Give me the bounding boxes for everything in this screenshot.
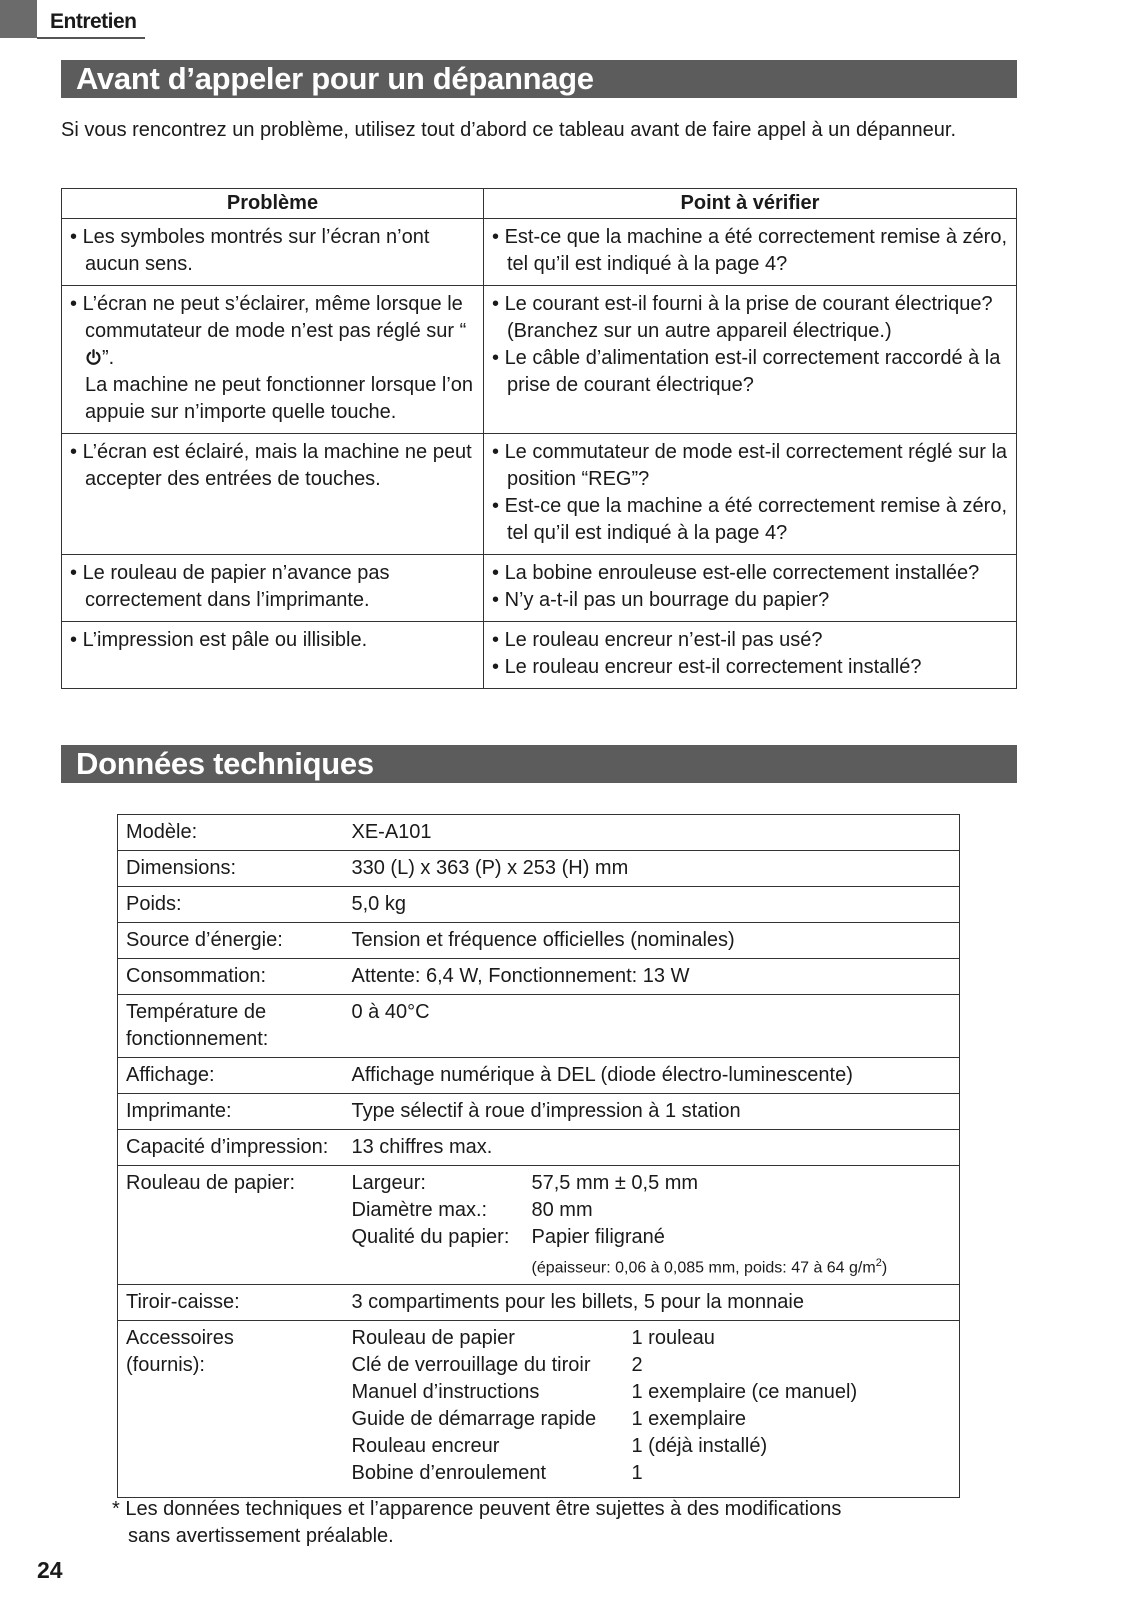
accessory-name: Manuel d’instructions xyxy=(351,1381,540,1404)
table-row xyxy=(62,286,1017,434)
footnote xyxy=(112,1496,972,1550)
spec-row xyxy=(118,995,960,1058)
spec-row xyxy=(118,1285,960,1321)
accessory-name: Rouleau encreur xyxy=(351,1435,500,1458)
table-row xyxy=(62,622,1017,689)
paper-spec-key: Largeur: xyxy=(351,1172,426,1194)
spec-value: 5,0 kg xyxy=(344,887,960,923)
problem-text: • L’impression est pâle ou illisible. xyxy=(70,627,475,654)
accessory-name: Clé de verrouillage du tiroir xyxy=(351,1354,591,1377)
troubleshooting-table xyxy=(61,188,1017,689)
paper-spec-list xyxy=(352,1170,952,1251)
power-icon xyxy=(85,349,102,366)
spec-label: Rouleau de papier: xyxy=(118,1166,344,1285)
spec-value xyxy=(344,1321,960,1498)
spec-row xyxy=(118,887,960,923)
footnote-line-2: sans avertissement préalable. xyxy=(128,1525,394,1547)
spec-label: Capacité d’impression: xyxy=(118,1130,344,1166)
table-row xyxy=(62,219,1017,286)
problem-cell xyxy=(62,622,484,689)
problem-cell xyxy=(62,286,484,434)
specs-heading: Données techniques xyxy=(61,745,1017,783)
accessory-qty: 1 exemplaire xyxy=(631,1408,747,1431)
paper-spec-key: Qualité du papier: xyxy=(351,1226,510,1248)
column-header-problem: Problème xyxy=(62,189,484,219)
check-cell xyxy=(484,555,1017,622)
spec-row xyxy=(118,1094,960,1130)
paper-spec-value: 80 mm xyxy=(531,1199,593,1221)
spec-value xyxy=(344,1166,960,1285)
spec-row-paper xyxy=(118,1166,960,1285)
check-text: • Le courant est-il fourni à la prise de courant électrique? (Branchez sur un autre appareil électrique.) xyxy=(492,291,1008,345)
problem-text-end: ”. xyxy=(102,347,115,369)
spec-row xyxy=(118,1058,960,1094)
check-text: • Est-ce que la machine a été correctement remise à zéro, tel qu’il est indiqué à la page 4? xyxy=(492,224,1008,278)
accessory-qty: 1 rouleau xyxy=(631,1327,715,1350)
spec-value: XE-A101 xyxy=(344,815,960,851)
spec-row xyxy=(118,959,960,995)
accessory-name: Guide de démarrage rapide xyxy=(351,1408,597,1431)
accessory-qty: 1 xyxy=(631,1462,643,1485)
spec-value: 0 à 40°C xyxy=(344,995,960,1058)
check-cell xyxy=(484,434,1017,555)
check-cell xyxy=(484,286,1017,434)
accessories-list xyxy=(352,1325,952,1487)
accessory-qty: 1 exemplaire (ce manuel) xyxy=(631,1381,858,1404)
paper-spec-value: 57,5 mm ± 0,5 mm xyxy=(531,1172,699,1194)
paper-note xyxy=(352,1251,952,1280)
paper-note-text: (épaisseur: 0,06 à 0,085 mm, poids: 47 à 64 g/m xyxy=(531,1259,876,1277)
section-tab: Entretien xyxy=(50,10,137,33)
check-text: • Le câble d’alimentation est-il correctement raccordé à la prise de courant électrique? xyxy=(492,345,1008,399)
paper-note-exponent: 2 xyxy=(875,1257,882,1269)
check-text: • Le rouleau encreur est-il correctement installé? xyxy=(492,654,1008,681)
spec-row-accessories xyxy=(118,1321,960,1498)
spec-row xyxy=(118,815,960,851)
paper-note-close: ) xyxy=(881,1259,888,1277)
accessory-name: Rouleau de papier xyxy=(351,1327,515,1350)
problem-text xyxy=(70,291,475,372)
spec-label: Source d’énergie: xyxy=(118,923,344,959)
spec-label: Poids: xyxy=(118,887,344,923)
accessory-qty: 1 (déjà installé) xyxy=(631,1435,768,1458)
spec-value: Affichage numérique à DEL (diode électro-luminescente) xyxy=(344,1058,960,1094)
spec-value: Attente: 6,4 W, Fonctionnement: 13 W xyxy=(344,959,960,995)
problem-cell xyxy=(62,219,484,286)
problem-text-start: L’écran ne peut s’éclairer, même lorsque le commutateur de mode n’est pas réglé sur “ xyxy=(82,293,467,342)
footnote-line-1: * Les données techniques et l’apparence peuvent être sujettes à des modifications xyxy=(112,1498,842,1520)
problem-text: • Les symboles montrés sur l’écran n’ont aucun sens. xyxy=(70,224,475,278)
spec-label: Consommation: xyxy=(118,959,344,995)
spec-label: Modèle: xyxy=(118,815,344,851)
paper-spec-value: Papier filigrané xyxy=(531,1226,665,1248)
spec-value: 3 compartiments pour les billets, 5 pour la monnaie xyxy=(344,1285,960,1321)
accessory-name: Bobine d’enroulement xyxy=(351,1462,547,1485)
column-header-check: Point à vérifier xyxy=(484,189,1017,219)
spec-label: Tiroir-caisse: xyxy=(118,1285,344,1321)
problem-cell xyxy=(62,434,484,555)
table-row xyxy=(62,555,1017,622)
corner-marker xyxy=(0,0,37,38)
spec-value: 13 chiffres max. xyxy=(344,1130,960,1166)
section-tab-rule xyxy=(37,37,145,39)
spec-label: Affichage: xyxy=(118,1058,344,1094)
spec-value: Tension et fréquence officielles (nominales) xyxy=(344,923,960,959)
check-text: • La bobine enrouleuse est-elle correctement installée? xyxy=(492,560,1008,587)
spec-row xyxy=(118,851,960,887)
spec-label: Imprimante: xyxy=(118,1094,344,1130)
check-text: • Le rouleau encreur n’est-il pas usé? xyxy=(492,627,1008,654)
check-cell xyxy=(484,219,1017,286)
problem-text: • Le rouleau de papier n’avance pas correctement dans l’imprimante. xyxy=(70,560,475,614)
troubleshooting-intro: Si vous rencontrez un problème, utilisez tout d’abord ce tableau avant de faire appel à un dépanneur. xyxy=(61,119,957,141)
spec-label: Température de fonctionnement: xyxy=(118,995,344,1058)
spec-label: Dimensions: xyxy=(118,851,344,887)
spec-value: Type sélectif à roue d’impression à 1 station xyxy=(344,1094,960,1130)
problem-text-extra: La machine ne peut fonctionner lorsque l’on appuie sur n’importe quelle touche. xyxy=(85,374,474,423)
table-header-row xyxy=(62,189,1017,219)
check-text: • Est-ce que la machine a été correctement remise à zéro, tel qu’il est indiqué à la page 4? xyxy=(492,493,1008,547)
paper-spec-key: Diamètre max.: xyxy=(351,1199,488,1221)
specs-table xyxy=(117,814,960,1498)
spec-value: 330 (L) x 363 (P) x 253 (H) mm xyxy=(344,851,960,887)
page-number: 24 xyxy=(37,1557,63,1583)
table-row xyxy=(62,434,1017,555)
check-text: • N’y a-t-il pas un bourrage du papier? xyxy=(492,587,1008,614)
spec-label: Accessoires (fournis): xyxy=(118,1321,344,1498)
problem-text: • L’écran est éclairé, mais la machine ne peut accepter des entrées de touches. xyxy=(70,439,475,493)
troubleshooting-heading: Avant d’appeler pour un dépannage xyxy=(61,60,1017,98)
problem-cell xyxy=(62,555,484,622)
accessory-qty: 2 xyxy=(631,1354,643,1377)
check-text: • Le commutateur de mode est-il correctement réglé sur la position “REG”? xyxy=(492,439,1008,493)
check-cell xyxy=(484,622,1017,689)
spec-row xyxy=(118,923,960,959)
spec-row xyxy=(118,1130,960,1166)
